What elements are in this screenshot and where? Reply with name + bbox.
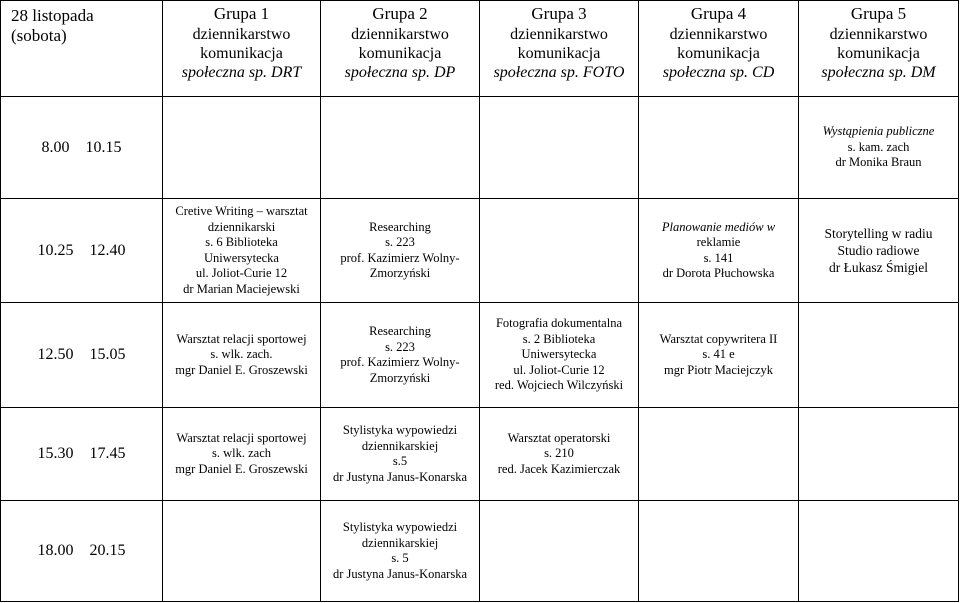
time-slot-row xyxy=(1,199,959,303)
class-detail: s. 210 xyxy=(544,446,574,461)
class-title: Warsztat relacji sportowej xyxy=(176,430,307,445)
group-field: dziennikarstwo xyxy=(510,26,608,43)
group-specialty: społeczna sp. DRT xyxy=(181,64,302,81)
class-detail: dr Monika Braun xyxy=(835,155,922,170)
empty-cell xyxy=(799,303,959,408)
empty-cell xyxy=(480,97,639,199)
class-detail: s. kam. zach xyxy=(847,139,910,154)
class-title: Storytelling w radiu xyxy=(824,226,933,241)
class-title: Warsztat relacji sportowej xyxy=(176,331,307,346)
empty-cell xyxy=(480,199,639,303)
day-weekday: (sobota) xyxy=(11,26,67,45)
class-detail: s.5 xyxy=(392,454,408,468)
class-detail: s. 5 xyxy=(391,551,409,565)
class-cell xyxy=(321,199,480,303)
class-detail: s. 41 e xyxy=(702,347,735,362)
class-title: Wystąpienia publiczne xyxy=(822,124,935,139)
class-detail: dziennikarski xyxy=(207,219,276,234)
day-date: 28 listopada xyxy=(11,6,94,25)
group-header-5 xyxy=(799,1,959,97)
class-detail: reklamie xyxy=(696,235,741,249)
group-field: komunikacja xyxy=(837,45,920,62)
time-slot: 15.30 17.45 xyxy=(1,408,163,501)
group-field: komunikacja xyxy=(358,45,442,62)
group-field: komunikacja xyxy=(200,45,283,62)
empty-cell xyxy=(321,97,480,199)
group-field: komunikacja xyxy=(677,45,760,62)
class-detail: Zmorzyński xyxy=(369,266,431,280)
class-title: Cretive Writing – warsztat xyxy=(175,204,308,218)
class-detail: s. 223 xyxy=(385,235,415,249)
class-detail: s. 223 xyxy=(385,339,415,354)
class-detail: s. wlk. zach xyxy=(211,446,271,461)
group-header-1 xyxy=(163,1,321,97)
class-cell xyxy=(163,303,321,408)
group-header-3 xyxy=(480,1,639,97)
class-title: Warsztat operatorski xyxy=(507,430,611,445)
time-slot: 8.00 10.15 xyxy=(1,97,163,199)
group-field: dziennikarstwo xyxy=(192,26,291,43)
day-header xyxy=(1,1,163,97)
class-title: Warsztat copywritera II xyxy=(659,331,778,346)
time-slot: 10.25 12.40 xyxy=(1,199,163,303)
group-specialty: społeczna sp. DP xyxy=(344,64,456,81)
group-name: Grupa 5 xyxy=(850,4,907,23)
class-cell xyxy=(163,408,321,501)
empty-cell xyxy=(163,501,321,602)
class-detail: dr Justyna Janus-Konarska xyxy=(332,566,467,581)
class-detail: prof. Kazimierz Wolny- xyxy=(340,250,460,265)
class-cell xyxy=(639,199,799,303)
empty-cell xyxy=(639,501,799,602)
group-specialty: społeczna sp. CD xyxy=(662,64,775,81)
class-cell xyxy=(321,303,480,408)
class-cell xyxy=(163,199,321,303)
header-row xyxy=(1,1,959,97)
class-detail: mgr Daniel E. Groszewski xyxy=(175,362,308,377)
class-cell xyxy=(321,501,480,602)
class-detail: Uniwersytecka xyxy=(521,347,597,362)
class-detail: mgr Daniel E. Groszewski xyxy=(175,461,308,476)
group-specialty: społeczna sp. DM xyxy=(821,64,936,81)
class-detail: dr Justyna Janus-Konarska xyxy=(332,469,467,484)
time-slot-row xyxy=(1,408,959,501)
class-detail: s. 2 Biblioteka xyxy=(522,331,596,346)
class-cell xyxy=(480,408,639,501)
group-field: dziennikarstwo xyxy=(829,26,928,43)
class-detail: dr Dorota Płuchowska xyxy=(662,266,775,280)
time-slot-row xyxy=(1,303,959,408)
class-detail: prof. Kazimierz Wolny- xyxy=(340,355,460,369)
class-detail: ul. Joliot-Curie 12 xyxy=(513,362,605,377)
class-detail: mgr Piotr Maciejczyk xyxy=(664,362,773,377)
class-title: Stylistyka wypowiedzi xyxy=(342,423,458,437)
class-cell xyxy=(799,199,959,303)
empty-cell xyxy=(799,501,959,602)
class-detail: red. Jacek Kazimierczak xyxy=(497,461,621,476)
class-detail: Studio radiowe xyxy=(837,243,920,258)
group-name: Grupa 4 xyxy=(690,4,747,23)
empty-cell xyxy=(639,97,799,199)
group-field: dziennikarstwo xyxy=(669,26,768,43)
time-slot-row xyxy=(1,501,959,602)
class-detail: ul. Joliot-Curie 12 xyxy=(195,266,288,280)
class-detail: dziennikarskiej xyxy=(361,535,439,550)
empty-cell xyxy=(163,97,321,199)
class-detail: Zmorzyński xyxy=(369,370,431,385)
time-slot: 12.50 15.05 xyxy=(1,303,163,408)
empty-cell xyxy=(799,408,959,501)
group-name: Grupa 1 xyxy=(213,4,270,23)
class-detail: s. wlk. zach. xyxy=(210,347,273,362)
class-title: Planowanie mediów w xyxy=(661,219,776,234)
time-slot: 18.00 20.15 xyxy=(1,501,163,602)
class-detail: s. 141 xyxy=(703,250,734,265)
group-name: Grupa 2 xyxy=(372,4,428,23)
time-slot-row xyxy=(1,97,959,199)
group-name: Grupa 3 xyxy=(531,4,587,23)
schedule-body xyxy=(1,97,959,602)
class-title: Stylistyka wypowiedzi xyxy=(342,520,458,534)
empty-cell xyxy=(480,501,639,602)
class-title: Researching xyxy=(369,219,431,234)
class-detail: dr Łukasz Śmigiel xyxy=(829,260,928,275)
class-detail: red. Wojciech Wilczyński xyxy=(494,378,624,393)
class-cell xyxy=(321,408,480,501)
class-title: Fotografia dokumentalna xyxy=(495,316,622,331)
class-detail: Uniwersytecka xyxy=(204,250,279,265)
class-detail: dziennikarskiej xyxy=(361,438,439,453)
class-cell xyxy=(480,303,639,408)
class-cell xyxy=(639,303,799,408)
class-detail: dr Marian Maciejewski xyxy=(183,281,300,296)
group-field: dziennikarstwo xyxy=(351,26,449,43)
empty-cell xyxy=(639,408,799,501)
class-title: Researching xyxy=(369,324,431,338)
class-cell xyxy=(799,97,959,199)
group-specialty: społeczna sp. FOTO xyxy=(493,64,625,81)
class-detail: s. 6 Biblioteka xyxy=(205,235,278,249)
group-field: komunikacja xyxy=(517,45,601,62)
group-header-4 xyxy=(639,1,799,97)
group-header-2 xyxy=(321,1,480,97)
